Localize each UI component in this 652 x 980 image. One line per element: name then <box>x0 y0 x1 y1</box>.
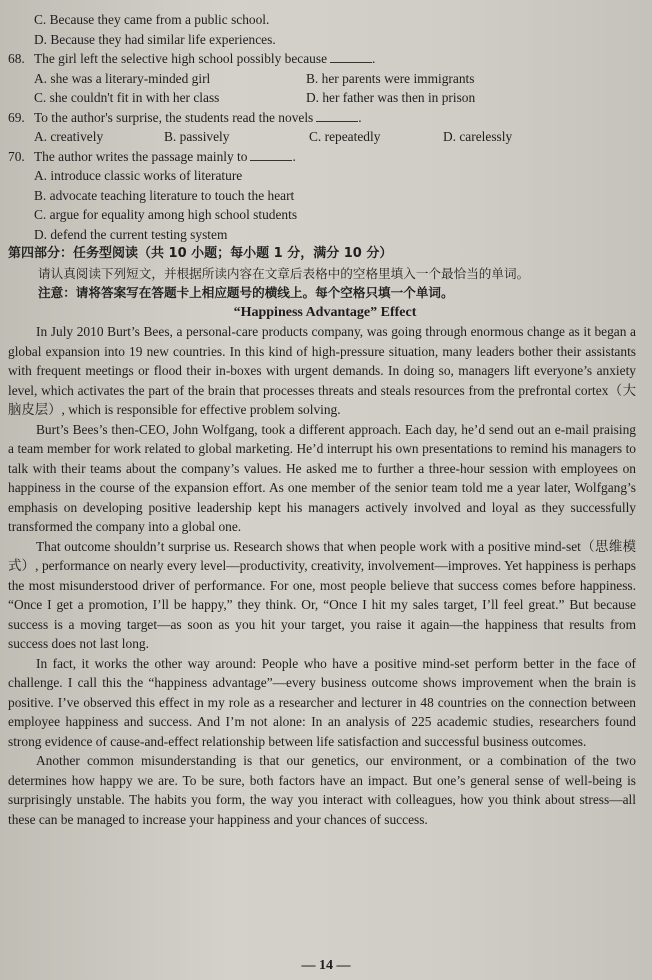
answer-blank <box>330 50 372 63</box>
option-d: D. defend the current testing system <box>34 226 228 242</box>
option-c: C. repeatedly <box>309 129 381 144</box>
option-a: A. she was a literary-minded girl <box>34 70 211 86</box>
question-number: 68. <box>8 51 25 66</box>
answer-blank <box>250 148 292 161</box>
option-b: B. her parents were immigrants <box>306 70 475 86</box>
passage-title: “Happiness Advantage” Effect <box>233 304 417 320</box>
option-c: C. argue for equality among high school students <box>34 207 298 222</box>
option-a: A. creatively <box>34 129 104 144</box>
passage-paragraph: That outcome shouldn’t surprise us. Research shows that when people work with a positive mind-set（思维模式）, performance on nearly every level—productivity, creativity, involvement—improves. Yet happiness is perhaps the most misunderstood driver of performance. For one, most people believe that success comes before happiness. “Once I get a promotion, I’ll be happy,” they think. Or, “Once I hit my sales target, I’ll feel great.” But because success is a moving target—as soon as you hit your target, you raise it again—the happiness that results from success does not last long. <box>8 538 636 651</box>
page-number: — 14 — <box>301 958 351 973</box>
stem-end: . <box>358 109 362 125</box>
question-70 <box>8 147 642 245</box>
question-68 <box>8 49 642 108</box>
passage-paragraph: Another common misunderstanding is that our genetics, our environment, or a combination of the two determines how happy we are. To be sure, both factors have an impact. But one’s general sense of well-being is surprisingly unstable. The habits you form, the way you interact with colleagues, how you think about stress—all these can be managed to increase your happiness and your chances of success. <box>8 753 636 827</box>
stem-end: . <box>292 148 296 164</box>
question-stem: The author writes the passage mainly to <box>34 148 248 164</box>
option-b: B. passively <box>164 129 230 144</box>
part4-heading: 第四部分：任务型阅读（共 10 小题；每小题 1 分，满分 10 分） <box>8 246 393 261</box>
q67-option-d: D. Because they had similar life experiences. <box>34 31 276 47</box>
stem-end: . <box>372 51 376 66</box>
q67-option-c: C. Because they came from a public school. <box>34 12 270 27</box>
question-number: 69. <box>8 109 25 125</box>
option-a: A. introduce classic works of literature <box>34 168 243 183</box>
question-stem: The girl left the selective high school possibly because <box>34 51 328 66</box>
question-stem: To the author's surprise, the students read the novels <box>34 109 314 125</box>
passage-paragraph: Burt’s Bees’s then-CEO, John Wolfgang, took a different approach. Each day, he’d send out an e-mail praising a team member for work related to global marketing. He’d interrupt his own presentations to remind his managers to talk with their teams about the company’s values. He asked me to further a three-hour session with employees on happiness in the course of the expansion effort. As one member of the senior team told me a year later, Wolfgang’s emphasis on developing positive leadership kept his managers actively involved and loyal as they successfully transformed the company into a global one. <box>8 421 636 534</box>
part4-instruction: 请认真阅读下列短文，并根据所读内容在文章后表格中的空格里填入一个最恰当的单词。 <box>38 265 530 281</box>
part4-note: 注意：请将答案写在答题卡上相应题号的横线上。每个空格只填一个单词。 <box>38 285 454 300</box>
passage-paragraph: In fact, it works the other way around: People who have a positive mind-set perform better in the face of challenge. I call this the “happiness advantage”—every business outcome shows improvement when the brain is positive. I’ve observed this effect in my role as a researcher and lecturer in 48 countries on the connection between employee happiness and success. And I’m not alone: In an analysis of 225 academic studies, researchers found strong evidence of cause-and-effect relationship between life satisfaction and successful business outcomes. <box>8 655 636 749</box>
passage-paragraph: In July 2010 Burt’s Bees, a personal-care products company, was going through enormous change as it began a global expansion into 19 new countries. In this kind of high-pressure situation, many leaders bother their assistants with frequent meetings or flood their in-boxes with urgent demands. In doing so, managers lift everyone’s anxiety level, which activates the part of the brain that processes threats and steals resources from the prefrontal cortex（大脑皮层）, which is responsible for effective problem solving. <box>8 324 636 417</box>
option-b: B. advocate teaching literature to touch the heart <box>34 187 295 203</box>
answer-blank <box>316 109 358 122</box>
question-69 <box>8 108 642 147</box>
option-c: C. she couldn't fit in with her class <box>34 90 220 105</box>
option-d: D. carelessly <box>443 129 513 144</box>
question-number: 70. <box>8 148 25 164</box>
option-d: D. her father was then in prison <box>306 90 476 105</box>
